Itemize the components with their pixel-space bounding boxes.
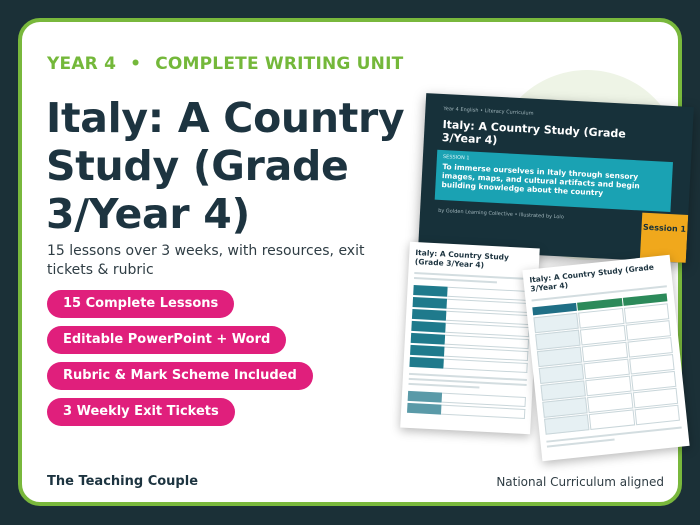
slide-byline: by Golden Learning Collective • Illustrated by Lolo <box>437 207 564 221</box>
slide-objective: To immerse ourselves in Italy through sensory images, maps, and cultural artifacts and begin building knowledge about the country <box>441 162 640 198</box>
doc1-text-lines <box>408 373 526 391</box>
slide-objective-band <box>435 150 673 212</box>
doc2-title: Italy: A Country Study (Grade 3/Year 4) <box>528 262 655 294</box>
feature-pill-lessons: 15 Complete Lessons <box>47 290 234 318</box>
lesson-plan-preview <box>400 242 540 435</box>
slide-session-badge: Session 1 <box>640 213 688 263</box>
feature-pill-rubric: Rubric & Mark Scheme Included <box>47 362 313 390</box>
eyebrow <box>47 54 403 74</box>
subtitle: 15 lessons over 3 weeks, with resources, exit tickets & rubric <box>47 243 365 278</box>
doc1-text-lines <box>414 272 532 285</box>
doc1-title: Italy: A Country Study (Grade 3/Year 4) <box>414 248 510 270</box>
slide-crumb: Year 4 English • Literacy Curriculum <box>443 106 534 117</box>
separator-dot: • <box>130 54 142 74</box>
page-title: Italy: A Country Study (Grade 3/Year 4) <box>46 94 405 238</box>
unit-label: COMPLETE WRITING UNIT <box>155 54 404 74</box>
feature-pill-exit-tickets: 3 Weekly Exit Tickets <box>47 398 235 426</box>
slide-preview <box>418 93 694 263</box>
brand-name: The Teaching Couple <box>47 474 199 489</box>
slide-session-label: SESSION 1 <box>442 154 470 162</box>
feature-list <box>47 290 313 434</box>
rubric-preview <box>522 255 689 461</box>
curriculum-note: National Curriculum aligned <box>496 475 664 489</box>
slide-title: Italy: A Country Study (Grade 3/Year 4) <box>441 118 627 147</box>
feature-pill-editable: Editable PowerPoint + Word <box>47 326 286 354</box>
year-label: YEAR 4 <box>47 54 117 74</box>
